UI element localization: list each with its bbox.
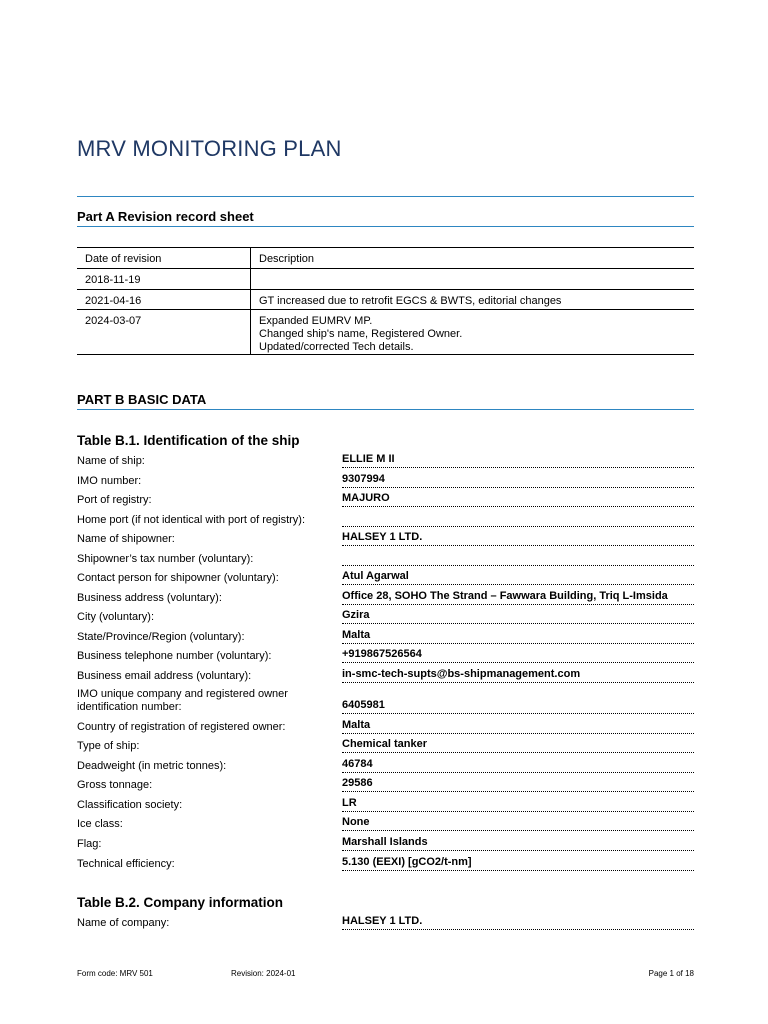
field-label: Name of shipowner:	[77, 533, 175, 545]
field-label	[77, 688, 288, 714]
field-value: 9307994	[342, 473, 694, 488]
field-row	[77, 647, 694, 663]
field-label: City (voluntary):	[77, 611, 155, 623]
field-label: Technical efficiency:	[77, 858, 175, 870]
field-label: Gross tonnage:	[77, 779, 153, 791]
field-value: ELLIE M II	[342, 453, 694, 468]
field-value	[342, 512, 694, 527]
footer-revision: Revision: 2024-01	[231, 969, 296, 978]
field-value: Malta	[342, 719, 694, 734]
description-line: Expanded EUMRV MP.	[259, 315, 373, 327]
field-row	[77, 835, 694, 851]
table-row	[77, 310, 694, 355]
description-line: Updated/corrected Tech details.	[259, 341, 414, 353]
field-value: None	[342, 816, 694, 831]
field-value: Chemical tanker	[342, 738, 694, 753]
field-label: Ice class:	[77, 818, 123, 830]
field-row	[77, 855, 694, 871]
field-value: +919867526564	[342, 648, 694, 663]
field-value: 5.130 (EEXI) [gCO2/t-nm]	[342, 856, 694, 871]
field-row	[77, 815, 694, 831]
field-row	[77, 914, 694, 930]
description-line: GT increased due to retrofit EGCS & BWTS, editorial changes	[259, 295, 562, 307]
field-label: Port of registry:	[77, 494, 152, 506]
field-value	[342, 551, 694, 566]
field-value: 46784	[342, 758, 694, 773]
table-row	[77, 290, 694, 310]
field-label: IMO number:	[77, 475, 142, 487]
revision-description	[251, 269, 695, 290]
field-row	[77, 452, 694, 468]
footer-page-number: Page 1 of 18	[648, 969, 694, 978]
part-a-divider	[77, 226, 694, 227]
part-b-heading: PART B BASIC DATA	[77, 392, 207, 407]
field-row	[77, 796, 694, 812]
field-row	[77, 737, 694, 753]
field-label: Name of ship:	[77, 455, 145, 467]
field-row	[77, 569, 694, 585]
table-row	[77, 269, 694, 290]
field-value: Office 28, SOHO The Strand – Fawwara Building, Triq L-Imsida	[342, 590, 694, 605]
field-row	[77, 718, 694, 734]
field-label: Business address (voluntary):	[77, 592, 222, 604]
field-row	[77, 684, 694, 714]
field-value: Atul Agarwal	[342, 570, 694, 585]
description-line: Changed ship's name, Registered Owner.	[259, 328, 463, 340]
field-value: 6405981	[342, 699, 694, 714]
field-value: Malta	[342, 629, 694, 644]
field-value: 29586	[342, 777, 694, 792]
field-label: Name of company:	[77, 917, 170, 929]
field-label: Country of registration of registered owner:	[77, 721, 286, 733]
revision-table-header	[77, 248, 694, 269]
field-row	[77, 628, 694, 644]
field-label: Shipowner’s tax number (voluntary):	[77, 553, 254, 565]
revision-description	[251, 310, 695, 355]
field-row	[77, 589, 694, 605]
field-row	[77, 608, 694, 624]
document-title: MRV MONITORING PLAN	[77, 136, 342, 161]
revision-date: 2021-04-16	[77, 290, 251, 310]
revision-date: 2024-03-07	[77, 310, 251, 355]
field-label: Home port (if not identical with port of registry):	[77, 514, 306, 526]
revision-date: 2018-11-19	[77, 269, 251, 290]
field-value: HALSEY 1 LTD.	[342, 915, 694, 930]
field-value: in-smc-tech-supts@bs-shipmanagement.com	[342, 668, 694, 683]
field-value: Gzira	[342, 609, 694, 624]
field-row	[77, 472, 694, 488]
revision-table	[77, 247, 694, 355]
field-value: Marshall Islands	[342, 836, 694, 851]
field-label: State/Province/Region (voluntary):	[77, 631, 245, 643]
field-label-line: IMO unique company and registered owner	[77, 688, 288, 700]
field-row	[77, 530, 694, 546]
field-row	[77, 776, 694, 792]
field-label: Type of ship:	[77, 740, 140, 752]
part-a-heading: Part A Revision record sheet	[77, 209, 254, 224]
field-label: Business telephone number (voluntary):	[77, 650, 272, 662]
field-row	[77, 757, 694, 773]
field-label: Business email address (voluntary):	[77, 670, 252, 682]
field-row	[77, 667, 694, 683]
field-row	[77, 550, 694, 566]
field-row	[77, 491, 694, 507]
header-date: Date of revision	[77, 248, 251, 269]
field-label: Deadweight (in metric tonnes):	[77, 760, 227, 772]
field-label: Contact person for shipowner (voluntary):	[77, 572, 279, 584]
part-b-divider	[77, 409, 694, 410]
header-description: Description	[251, 248, 695, 269]
title-divider	[77, 196, 694, 197]
field-value: LR	[342, 797, 694, 812]
field-label: Classification society:	[77, 799, 183, 811]
table-b2-heading: Table B.2. Company information	[77, 895, 284, 910]
field-value: MAJURO	[342, 492, 694, 507]
table-b1-heading: Table B.1. Identification of the ship	[77, 433, 300, 448]
field-row	[77, 511, 694, 527]
footer-form-code: Form code: MRV 501	[77, 969, 153, 978]
field-value: HALSEY 1 LTD.	[342, 531, 694, 546]
field-label-line: identification number:	[77, 701, 182, 713]
revision-description	[251, 290, 695, 310]
field-label: Flag:	[77, 838, 102, 850]
